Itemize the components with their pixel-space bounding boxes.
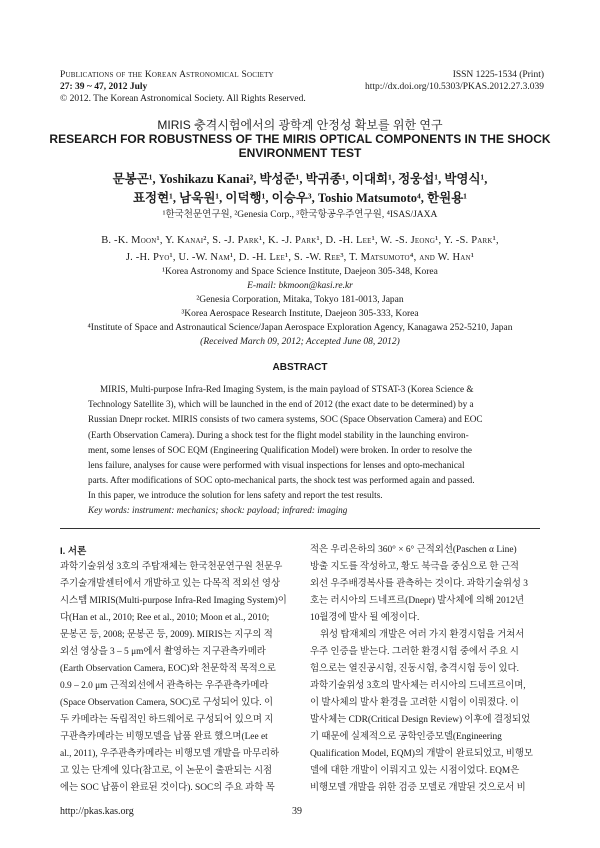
left-column [60, 559, 292, 797]
affiliation-1: ¹Korea Astronomy and Space Science Institute, Daejeon 305-348, Korea [162, 267, 438, 277]
paragraph-line: 고 있는 단계에 있다(참고로, 이 논문이 출판되는 시점 [60, 766, 273, 776]
journal-name: Publications of the Korean Astronomical Society [60, 70, 274, 80]
paragraph-line: 발사체는 CDR(Critical Design Review) 이후에 결정되었 [310, 715, 531, 725]
paragraph-line: 과학기술위성 3호의 주탑재체는 한국천문연구원 천문우 [60, 562, 283, 572]
email[interactable]: E-mail: bkmoon@kasi.re.kr [247, 281, 353, 291]
affiliation-3: ³Korea Aerospace Research Institute, Daejeon 305-333, Korea [181, 309, 419, 319]
paragraph-line: 기 때문에 실제적으로 공학인증모델(Engineering [310, 732, 502, 742]
right-column [310, 542, 542, 797]
affiliation-4: ⁴Institute of Space and Astronautical Science/Japan Aerospace Exploration Agency, Kanagawa 252-5210, Japan [87, 323, 513, 333]
paragraph-line: (Space Observation Camera, SOC)로 구성되어 있다. 이 [60, 698, 274, 708]
paragraph-line: 다(Han et al., 2010; Ree et al., 2010; Moon et al., 2010; [60, 613, 270, 623]
received-dates: (Received March 09, 2012; Accepted June 08, 2012) [200, 337, 400, 347]
paragraph-line: 적은 우리은하의 360° × 6° 근적외선(Paschen α Line) [310, 545, 517, 555]
authors-english-line1: B. -K. Moon¹, Y. Kanai², S. -J. Park¹, K. -J. Park¹, D. -H. Lee¹, W. -S. Jeong¹, Y. -S. Park¹, [101, 235, 499, 246]
footer-url[interactable]: http://pkas.kas.org [60, 806, 134, 817]
affiliation-2: ²Genesia Corporation, Mitaka, Tokyo 181-0013, Japan [196, 295, 404, 305]
paragraph-line: 문봉곤 등, 2008; 문봉곤 등, 2009). MIRIS는 지구의 적 [60, 630, 273, 640]
paragraph-line: 시스템 MIRIS(Multi-purpose Infra-Red Imaging System)이 [60, 596, 287, 606]
paragraph-line: 과학기술위성 3호의 발사체는 러시아의 드네프르이며, [310, 681, 526, 691]
paragraph-line: 주기술개발센터에서 개발하고 있는 다목적 적외선 영상 [60, 579, 281, 589]
paragraph-line: 델에 대한 개발이 이뤄지고 있는 시점이었다. EQM은 [310, 766, 520, 776]
paragraph-line: Qualification Model, EQM)의 개발이 완료되었고, 비행모 [310, 749, 533, 759]
issn: ISSN 1225-1534 (Print) [452, 70, 544, 80]
authors-korean-line1: 문봉곤¹, Yoshikazu Kanai², 박성준¹, 박귀종¹, 이대희¹, 정웅섭¹, 박영식¹, [112, 172, 488, 186]
volume-line: 27: 39 ~ 47, 2012 July [60, 82, 148, 92]
section-heading: I. 서론 [60, 546, 87, 557]
affiliations-korean: ¹한국천문연구원, ²Genesia Corp., ³한국항공우주연구원, ⁴ISAS/JAXA [162, 210, 438, 220]
abstract-line: (Earth Observation Camera). During a shock test for the flight model stability in the launching environ- [88, 429, 469, 440]
keywords: Key words: instrument: mechanics; shock: payload; infrared: imaging [88, 505, 348, 515]
abstract-body [88, 382, 512, 504]
paragraph-line: 이 발사체의 발사 환경을 고려한 시험이 이뤄졌다. 이 [310, 698, 519, 708]
paragraph-line: 위성 탑재체의 개발은 여러 가지 환경시험을 거쳐서 [320, 630, 525, 640]
paragraph-line: 비행모델 개발을 위한 검증 모델로 개발된 것으로서 비 [310, 783, 526, 793]
paragraph-line: 0.9 – 2.0 μm 근적외선에서 관측하는 우주관측카메라 [60, 681, 269, 691]
abstract-line: Technology Satellite 3), which will be launched in the end of 2012 (the exact date to be determined) by a [88, 399, 474, 410]
paragraph-line: al., 2011), 우주관측카메라는 비행모델 개발을 마무리하 [60, 749, 280, 759]
paragraph-line: 에는 SOC 납품이 완료된 것이다). SOC의 주요 과학 목 [60, 783, 275, 793]
paragraph-line: (Earth Observation Camera, EOC)와 천문학적 목적으로 [60, 664, 276, 674]
abstract-heading: ABSTRACT [272, 362, 328, 373]
paragraph-line: 호는 러시아의 드네프르(Dnepr) 발사체에 의해 2012년 [310, 596, 525, 606]
page-number: 39 [292, 806, 302, 817]
paragraph-line: 10월경에 발사 될 예정이다. [310, 613, 420, 623]
paragraph-line: 험으로는 열진공시험, 진동시험, 충격시험 등이 있다. [310, 664, 519, 674]
paragraph-line: 구관측카메라는 비행모델을 납품 완료 했으며(Lee et [60, 732, 268, 742]
paragraph-line: 방출 지도를 작성하고, 황도 북극을 중심으로 한 근적 [310, 562, 519, 572]
copyright-line: © 2012. The Korean Astronomical Society. All Rights Reserved. [60, 94, 306, 104]
paragraph-line: 외선 영상을 3 – 5 μm에서 촬영하는 지구관측카메라 [60, 647, 266, 657]
section-divider [60, 528, 540, 529]
abstract-line: MIRIS, Multi-purpose Infra-Red Imaging System, is the main payload of STSAT-3 (Korea Science & [100, 384, 474, 394]
doi-link[interactable]: http://dx.doi.org/10.5303/PKAS.2012.27.3.039 [364, 82, 544, 92]
authors-english-line2: J. -H. Pyo¹, U. -W. Nam¹, D. -H. Lee¹, S. -W. Ree³, T. Matsumoto⁴, and W. Han¹ [125, 252, 475, 263]
authors-korean-line2: 표정현¹, 남욱원¹, 이덕행¹, 이승우³, Toshio Matsumoto⁴, 한원용¹ [132, 191, 468, 205]
title-english-line2: ENVIRONMENT TEST [238, 146, 362, 160]
title-korean: MIRIS 충격시험에서의 광학계 안정성 확보를 위한 연구 [157, 118, 443, 132]
abstract-line: parts. After modifications of SOC opto-mechanical parts, the shock test was performed again and passed. [88, 475, 475, 486]
paragraph-line: 우주 인증을 받는다. 그러한 환경시험 중에서 주요 시 [310, 647, 519, 657]
paragraph-line: 외선 우주배경복사를 관측하는 것이다. 과학기술위성 3 [310, 579, 528, 589]
abstract-line: In this paper, we introduce the solution for lens safety and report the test results. [88, 490, 383, 501]
abstract-line: Russian Dnepr rocket. MIRIS consists of two camera systems, SOC (Space Observation Camera) and EOC [88, 414, 483, 425]
abstract-line: ment, some lenses of SOC EQM (Engineering Qualification Model) were broken. In order to resolve the [88, 444, 472, 455]
abstract-line: lens failure, analyses for cause were performed with visual inspections for lenses and opto-mechanical [88, 460, 465, 471]
title-english-line1: RESEARCH FOR ROBUSTNESS OF THE MIRIS OPTICAL COMPONENTS IN THE SHOCK [49, 132, 551, 146]
paragraph-line: 두 카메라는 독립적인 하드웨어로 구성되어 있으며 지 [60, 715, 274, 725]
